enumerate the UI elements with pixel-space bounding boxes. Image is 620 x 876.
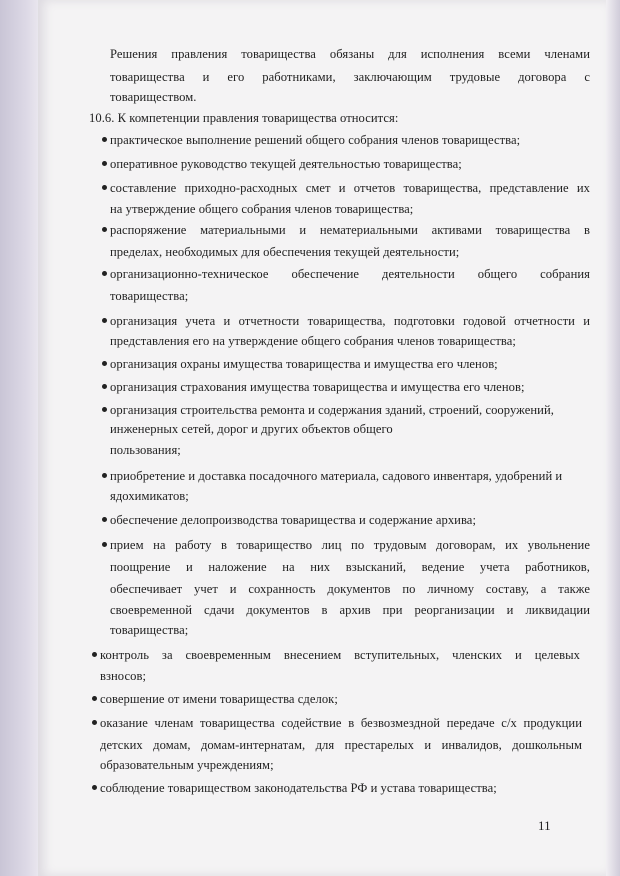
list-item: обеспечение делопроизводства товарищества и содержание архива; bbox=[110, 513, 476, 527]
list-item-continuation: обеспечивает учет и сохранность документов по личному составу, а также bbox=[110, 582, 590, 596]
list-bullet bbox=[92, 652, 97, 657]
section-heading: 10.6. К компетенции правления товарищества относится: bbox=[89, 111, 399, 125]
list-item-continuation: своевременной сдачи документов в архив при реорганизации и ликвидации bbox=[110, 603, 590, 617]
list-bullet bbox=[102, 517, 107, 522]
list-item: оперативное руководство текущей деятельностью товарищества; bbox=[110, 157, 462, 171]
list-item-continuation: пользования; bbox=[110, 443, 181, 457]
list-bullet bbox=[102, 318, 107, 323]
list-item: соблюдение товариществом законодательства РФ и устава товарищества; bbox=[100, 781, 497, 795]
list-item-continuation: пределах, необходимых для обеспечения текущей деятельности; bbox=[110, 245, 460, 259]
list-bullet bbox=[102, 473, 107, 478]
list-item-continuation: взносов; bbox=[100, 669, 147, 683]
list-item: оказание членам товарищества содействие в безвозмездной передаче с/х продукции bbox=[100, 716, 582, 730]
list-item: организация учета и отчетности товарищества, подготовки годовой отчетности и bbox=[110, 314, 590, 328]
list-item: практическое выполнение решений общего собрания членов товарищества; bbox=[110, 133, 521, 147]
intro-line: товариществом. bbox=[110, 90, 197, 104]
list-bullet bbox=[102, 271, 107, 276]
list-bullet bbox=[102, 161, 107, 166]
list-item: организация охраны имущества товарищества и имущества его членов; bbox=[110, 357, 498, 371]
scan-right-margin bbox=[606, 0, 620, 876]
list-item-continuation: на утверждение общего собрания членов товарищества; bbox=[110, 202, 414, 216]
list-item: прием на работу в товарищество лиц по трудовым договорам, их увольнение bbox=[110, 538, 590, 552]
list-item-continuation: образовательным учреждениям; bbox=[100, 758, 274, 772]
list-bullet bbox=[102, 361, 107, 366]
list-bullet bbox=[102, 384, 107, 389]
list-item-continuation: товарищества; bbox=[110, 623, 189, 637]
list-item-continuation: поощрение и наложение на них взысканий, ведение учета работников, bbox=[110, 560, 590, 574]
list-item: совершение от имени товарищества сделок; bbox=[100, 692, 338, 706]
list-bullet bbox=[102, 542, 107, 547]
list-bullet bbox=[102, 227, 107, 232]
list-item-continuation: детских домам, домам-интернатам, для престарелых и инвалидов, дошкольным bbox=[100, 738, 582, 752]
list-bullet bbox=[102, 185, 107, 190]
list-item-continuation: товарищества; bbox=[110, 289, 189, 303]
list-bullet bbox=[102, 407, 107, 412]
intro-line: товарищества и его работниками, заключающим трудовые договора с bbox=[110, 70, 590, 84]
list-item-continuation: инженерных сетей, дорог и других объектов общего bbox=[110, 422, 393, 436]
scan-left-margin bbox=[0, 0, 38, 876]
list-bullet bbox=[92, 785, 97, 790]
list-item-continuation: ядохимикатов; bbox=[110, 489, 189, 503]
page-number: 11 bbox=[538, 818, 551, 833]
intro-line: Решения правления товарищества обязаны для исполнения всеми членами bbox=[110, 47, 590, 61]
list-bullet bbox=[102, 137, 107, 142]
list-bullet bbox=[92, 696, 97, 701]
document-page bbox=[38, 0, 606, 876]
list-item: организация строительства ремонта и содержания зданий, строений, сооружений, bbox=[110, 403, 554, 417]
list-item: приобретение и доставка посадочного материала, садового инвентаря, удобрений и bbox=[110, 469, 563, 483]
list-item: распоряжение материальными и нематериальными активами товарищества в bbox=[110, 223, 590, 237]
list-item: контроль за своевременным внесением вступительных, членских и целевых bbox=[100, 648, 580, 662]
list-item: составление приходно-расходных смет и отчетов товарищества, представление их bbox=[110, 181, 590, 195]
list-bullet bbox=[92, 720, 97, 725]
list-item: организация страхования имущества товарищества и имущества его членов; bbox=[110, 380, 525, 394]
list-item-continuation: представления его на утверждение общего собрания членов товарищества; bbox=[110, 334, 516, 348]
list-item: организационно-техническое обеспечение деятельности общего собрания bbox=[110, 267, 590, 281]
